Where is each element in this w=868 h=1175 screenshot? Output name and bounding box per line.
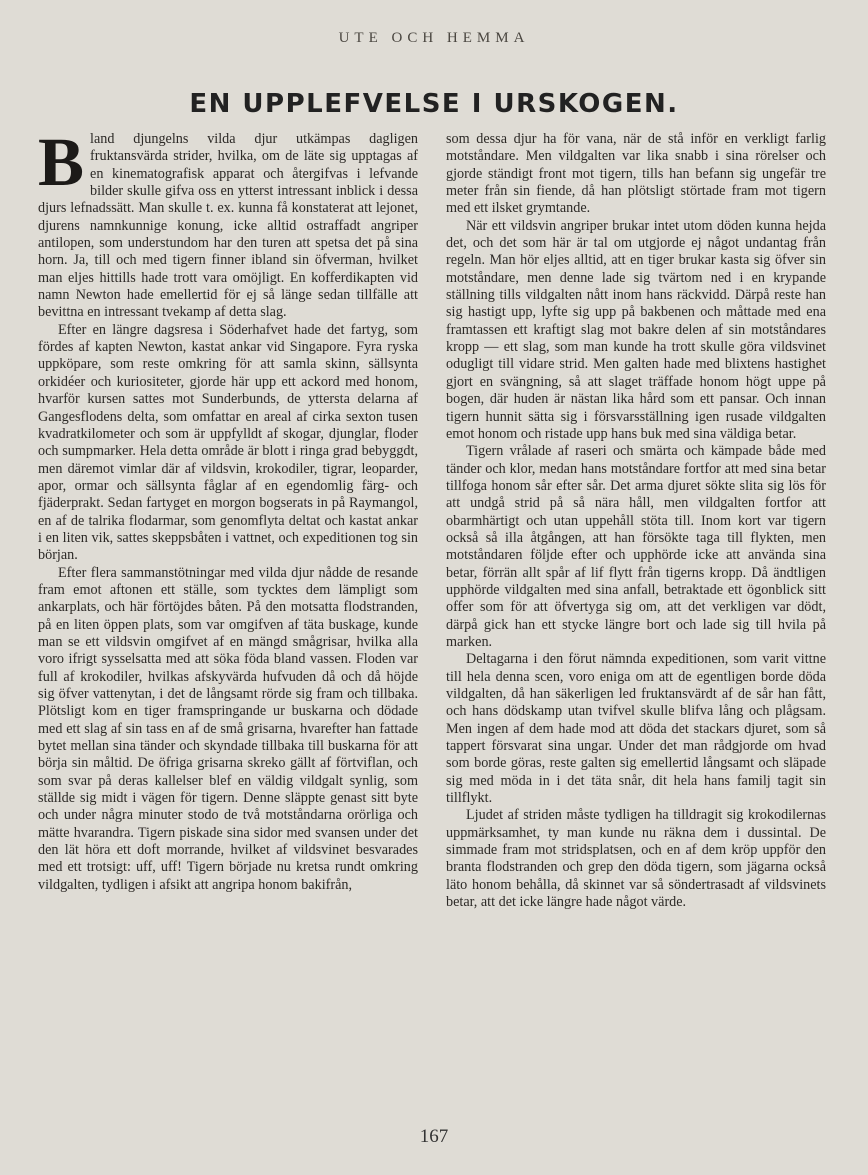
paragraph: Deltagarna i den förut nämnda expeditionen, som varit vittne till hela denna scen, voro eniga om att de egentligen borde döda vildgalten, då han säkerligen led fruktansvärdt af de sår han fått, och hans dödskamp utan tvifvel skulle blifva lång och plågsam. Men ingen af dem hade mod att döda det stackars djuret, som så tappert försvarat sina ungar. Under det man rådgjorde om hvad som borde göras, reste galten sig emellertid långsamt och släpade sig med möda in i det täta snår, dit hela hans familj tagit sin tillflykt. [446,651,826,807]
left-column [38,124,418,894]
running-head: UTE OCH HEMMA [338,30,530,46]
paragraph: Tigern vrålade af raseri och smärta och kämpade både med tänder och klor, medan hans motståndare fortfor att med sina betar tillfoga honom sår efter sår. Det arma djuret sökte slita sig lös för att undgå strid på så nära håll, men vildgalten fortfor att obarmhärtigt och utan uppehåll stöta till. Inom kort var tigern också så illa åtgången, att han försökte taga till flykten, men motståndaren följde efter och upphörde icke att använda sina betar, förrän allt spår af lif flytt från tigerns kropp. Då ändtligen upphörde vildgalten med sina anfall, betraktade ett ögonblick sitt offer som för att öfvertyga sig om, att det verkligen var dödt, därpå gick han ett stycke längre bort och lade sig till hvila på marken. [446,443,826,650]
paragraph [38,124,418,322]
page-number: 167 [419,1126,449,1147]
paragraph: Efter en längre dagsresa i Söderhafvet hade det fartyg, som fördes af kapten Newton, kastat ankar vid Singapore. Fyra ryska uppköpare, som reste omkring för att samla skinn, sällsynta orkidéer och kuriositeter, gjorde här upp ett ackord med honom, hvarför kursen sattes mot Sunderbunds, de yttersta delarna af Gangesflodens delta, som omfattar en areal af cirka sexton tusen kvadratkilometer och som är uppfylldt af skogar, djunglar, floder och sumpmarker. Hela detta område är blott i ringa grad bebyggdt, men däremot vimlar där af vildsvin, krokodiler, tigrar, leoparder, apor, ormar och sällsynta fåglar af en egendomlig färg- och fjäderprakt. Sedan fartyget en morgon bogserats in på Raymangol, en af de talrika flodarmar, som genomflyta deltat och kastat ankar i en liten vik, sattes skeppsbåten i vattnet, och expeditionen tog sin början. [38,321,418,564]
paragraph: Efter flera sammanstötningar med vilda djur nådde de resande fram emot aftonen ett ställe, som tycktes dem lämpligt som ankarplats, och här förtöjdes båten. På den motsatta flodstranden, på en liten öppen plats, som var omgifven af täta buskage, kunde man se ett vildsvin omgifvet af en mängd smågrisar, hvilka alla voro ifrigt sysselsatta med att söka föda bland vassen. Floden var full af krokodiler, hvilkas afskyvärda hufvuden då och då höjde sig öfver vattenytan, i det de långsamt rörde sig fram och tillbaka. Plötsligt kom en tiger framspringande ur buskarna och dödade med ett slag af sin tass en af de små grisarna, hvarefter han fattade bytet mellan sina tänder och skyndade tillbaka till buskarna för att börja sin måltid. De öfriga grisarna skreko gällt af förtviflan, och som svar på deras kallelser blef en väldig vildgalt synlig, som ställde sig midt i vägen för tigern. Denne släppte genast sitt byte och under några minuter stodo de två motståndarna orörliga och mätte hvarandra. Tigern piskade sina sidor med svansen under det den lät höra ett doft morrande, hvilket af vildsvinet besvarades med ett trotsigt: uff, uff! Tigern började nu kretsa rundt omkring vildgalten, tydligen i afsikt att angripa honom bakifrån, [38,564,418,893]
paragraph: Ljudet af striden måste tydligen ha tilldragit sig krokodilernas uppmärksamhet, ty man kunde nu räkna dem i dussintal. De simmade fram mot stridsplatsen, och en af dem kröp uppför den branta flodstranden och grep den döda tigern, som jägarna också läto honom behålla, då skinnet var så söndertrasadt af vildsvinets betar, att det icke längre hade något värde. [446,807,826,911]
right-column [446,131,826,911]
paragraph-text: land djungelns vilda djur utkämpas dagligen fruktansvärda strider, hvilka, om de läte sig upptagas af en kinematografisk apparat och återgifvas i lefvande bilder skulle gifva oss en ytterst intressant inblick i dessa djurs lefnadssätt. Man skulle t. ex. kunna få konstaterat att lejonet, djurens namnkunnige konung, icke alltid ostraffadt angriper antilopen, som understundom har den turen att spetsa det på sina horn. Ja, till och med tigern finner ibland sin öfverman, hvilket man eljes hittills hade trott vara omöjligt. En kofferdikapten vid namn Newton hade emellertid för ej så länge sedan tillfälle att bevittna en intressant tvekamp af detta slag. [38,131,418,321]
article-title: EN UPPLEFVELSE I URSKOGEN. [189,89,679,119]
paragraph: som dessa djur ha för vana, när de stå inför en verkligt farlig motståndare. Men vildgalten var lika snabb i sina rörelser och gjorde ständigt front mot tigern, tills han befann sig ungefär tre meter från sin fiende, då han plötsligt störtade fram mot tigern med ett ilsket grymtande. [446,131,826,217]
drop-cap: B [38,124,85,200]
paragraph: När ett vildsvin angriper brukar intet utom döden kunna hejda det, och det som här är tal om utgjorde ej något undantag från regeln. Man hör eljes alltid, att en tiger brukar kasta sig öfver sin motståndare, men denne lade sig tvärtom ned i en krypande ställning tills vildgalten nått inom hans räckvidd. Därpå reste han sig hastigt upp, lyfte sig upp på bakbenen och måttade med ena framtassen ett kraftigt slag mot bakre delen af sin motståndares kropp — ett slag, som man kunde ha trott skulle göra vildsvinet odugligt till vidare strid. Men galten hade med blixtens hastighet gjort en svängning, så att slaget träffade honom högt uppe på bogen, där huden är nästan lika hård som ett pansar. Och innan tigern hunnit sätta sig i försvarsställning igen rusade vildgalten emot honom och ristade upp hans buk med sina väldiga betar. [446,217,826,442]
